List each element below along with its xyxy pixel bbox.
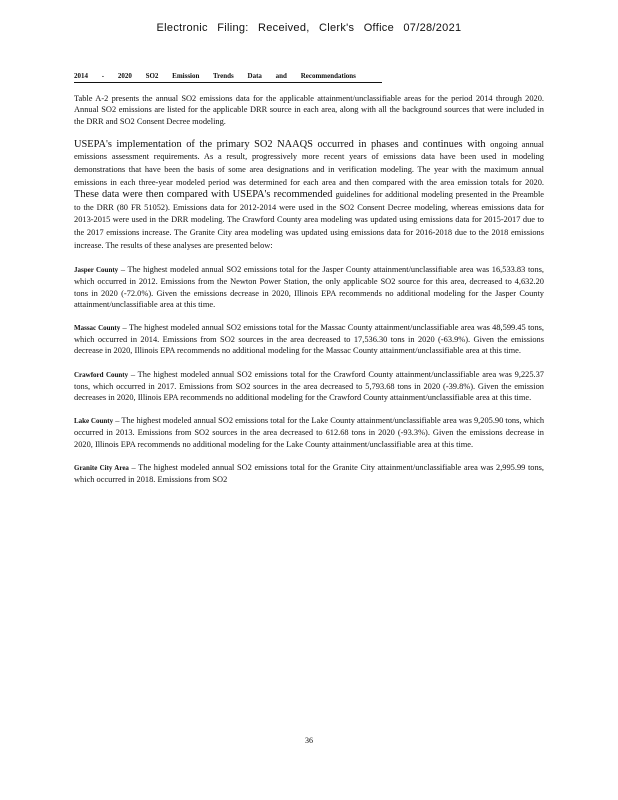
county-text: – The highest modeled annual SO2 emissions total for the Crawford County attainment/unclassifiable area was 9,225.37 tons, which occurred in 2017. Emissions from SO2 sources in the area decreased to 5,793.68 tons in 2020 (-39.8%). Given the emission decreases in 2020, Illinois EPA recommends no additional modeling for the Crawford County attainment/unclassifiable area at this time.	[74, 369, 544, 402]
lead-part-1: USEPA's implementation of the primary SO2 NAAQS occurred in phases and continues with	[74, 138, 491, 150]
paragraph-massac-county	[74, 322, 544, 357]
lead-part-2: ongoing annual emissions assessment requirements. As a result, progressively more recent years of emissions data have been used in modeling demonstrations that have been the basis of some area designations and in verification modeling. The year with the maximum annual emissions in each three-year modeled period was determined for each area and then compared with the area emission totals for 2020.	[74, 139, 544, 187]
lead-part-3: These data were then compared with USEPA's recommended	[74, 189, 336, 201]
paragraph-usepa-implementation	[74, 139, 544, 252]
county-text: – The highest modeled annual SO2 emissions total for the Lake County attainment/unclassifiable area was 9,205.90 tons, which occurred in 2013. Emissions from SO2 sources in the area decreased to 612.68 tons in 2020 (-93.3%). Given the emissions decrease in 2020, Illinois EPA recommends no additional modeling for the Lake County attainment/unclassifiable area at this time.	[74, 416, 545, 449]
county-text: – The highest modeled annual SO2 emissions total for the Massac County attainment/unclassifiable area was 48,599.45 tons, which occurred in 2014. Emissions from SO2 sources in the area decreased to 17,536.30 tons in 2020 (-63.9%). Given the emissions decrease in 2020, Illinois EPA recommends no additional modeling for the Massac County attainment/unclassifiable area at this time.	[74, 322, 544, 356]
paragraph-jasper-county	[74, 264, 544, 310]
section-title: 2014 - 2020 SO2 Emission Trends Data and Recommendations	[74, 71, 382, 83]
county-heading: Massac County	[74, 323, 121, 332]
filing-header: Electronic Filing: Received, Clerk's Office 07/28/2021	[156, 22, 462, 34]
county-heading: Lake County	[74, 417, 114, 426]
lead-part-4: guidelines for additional modeling presented in the Preamble to the DRR (80 FR 51052). Emissions data for 2012-2014 were used in the SO2 Consent Decree modeling, whereas emissions data for 2013-2015 were used in the DRR modeling. The Crawford County area modeling was updated using emissions data for 2015-2017 due to the 2017 emissions increase. The Granite City area modeling was updated using emissions data for 2016-2018 due to the 2018 emissions increase. The results of these analyses are presented below:	[74, 190, 545, 250]
document-body	[74, 70, 544, 497]
paragraph-crawford-county	[74, 369, 544, 404]
paragraph-lake-county	[74, 415, 544, 450]
paragraph-table-intro: Table A-2 presents the annual SO2 emissions data for the applicable attainment/unclassifiable areas for the period 2014 through 2020. Annual SO2 emissions are listed for the applicable DRR source in each area, along with all the background sources that were included in the DRR and SO2 Consent Decree modeling.	[74, 94, 544, 126]
county-heading: Granite City Area	[74, 463, 129, 472]
paragraph-granite-city-area	[74, 462, 544, 485]
page-number: 36	[305, 736, 313, 745]
county-heading: Jasper County	[74, 266, 119, 275]
county-text: – The highest modeled annual SO2 emissions total for the Jasper County attainment/unclassifiable area was 16,533.83 tons, which occurred in 2012. Emissions from the Newton Power Station, the only applicable SO2 source for this area, decreased to 4,632.20 tons in 2020 (-72.0%). Given the emissions decrease in 2020, Illinois EPA recommends no additional modeling for the Jasper County attainment/unclassifiable area at this time.	[74, 265, 544, 309]
county-heading: Crawford County	[74, 370, 129, 379]
county-text: – The highest modeled annual SO2 emissions total for the Granite City attainment/unclassifiable area was 2,995.99 tons, which occurred in 2018. Emissions from SO2	[74, 462, 544, 484]
